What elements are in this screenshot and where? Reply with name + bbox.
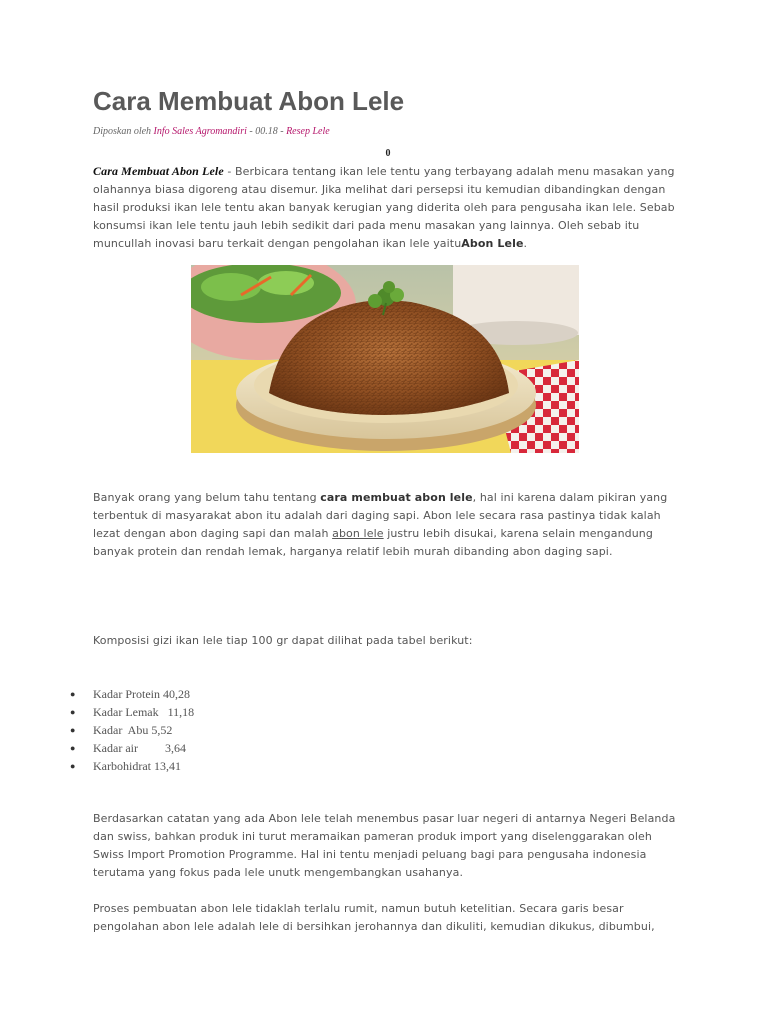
intro-text: - Berbicara tentang ikan lele tentu yang terbayang adalah menu masakan yang olahannya biasa digoreng atau disemur. Jika melihat dari persepsi itu kemudian dibandingkan dengan hasil produksi ikan lele tentu akan banyak kerugian yang diderita oleh para pengusaha ikan lele. Sebab konsumsi ikan lele tentu jauh lebih sedikit dari pada menu masakan yang lainnya. Oleh sebab itu muncullah inovasi baru terkait dengan pengolahan ikan lele yaitu [93,165,675,250]
meta-separator: - [277,126,287,137]
para2-text: Banyak orang yang belum tahu tentang [93,491,321,504]
list-item [68,685,194,703]
list-item-text: Kadar air 3,64 [93,741,186,755]
post-meta [93,126,330,137]
list-item-text: Karbohidrat 13,41 [93,759,181,773]
post-title[interactable]: Cara Membuat Abon Lele [93,86,405,116]
abon-lele-photo [191,265,579,453]
list-item [68,721,194,739]
paragraph-5: Proses pembuatan abon lele tidaklah terlalu rumit, namun butuh ketelitian. Secara garis besar pengolahan abon lele adalah lele di bersihkan jerohannya dan dikuliti, kemudian dikukus, dibumbui, [93,902,655,933]
intro-end: . [523,237,528,250]
intro-lead: Cara Membuat Abon Lele [93,164,224,178]
comment-count[interactable]: 0 [385,148,391,159]
para2-text: , hal ini karena dalam pikiran yang terbentuk di masyarakat abon itu adalah dari daging sapi. Abon lele secara rasa pastinya tidak kalah lezat dengan abon daging sapi dan malah [93,491,668,540]
list-item-text: Kadar Abu 5,52 [93,723,173,737]
bullet-icon: ● [70,707,76,717]
paragraph-2 [93,489,683,561]
bullet-icon: ● [70,761,76,771]
list-item-text: Kadar Lemak 11,18 [93,705,195,719]
intro-paragraph [93,162,683,253]
bullet-icon: ● [70,743,76,753]
paragraph-3: Komposisi gizi ikan lele tiap 100 gr dapat dilihat pada tabel berikut: [93,634,473,647]
meta-prefix: Diposkan oleh [93,126,154,137]
bullet-icon: ● [70,725,76,735]
nutrition-list [68,685,194,775]
abon-lele-link[interactable]: abon lele [332,527,384,540]
list-item-text: Kadar Protein 40,28 [93,687,190,701]
label-link[interactable]: Resep Lele [286,126,330,137]
bullet-icon: ● [70,689,76,699]
list-item [68,703,194,721]
para2-bold: cara membuat abon lele [320,491,473,504]
para2-text: justru lebih disukai, karena selain mengandung banyak protein dan rendah lemak, harganya relatif lebih murah dibanding abon daging sapi. [93,527,653,558]
meta-separator: - [246,126,256,137]
intro-bold: Abon Lele [461,237,524,250]
list-item [68,739,194,757]
post-time: 00.18 [255,126,278,137]
author-link[interactable]: Info Sales Agromandiri [153,126,247,137]
paragraph-4: Berdasarkan catatan yang ada Abon lele telah menembus pasar luar negeri di antarnya Negeri Belanda dan swiss, bahkan produk ini turut meramaikan pameran produk import yang diselenggarakan oleh Swiss Import Promotion Programme. Hal ini tentu menjadi peluang bagi para pengusaha indonesia terutama yang fokus pada lele unutk mengembangkan usahanya. [93,812,676,879]
list-item [68,757,194,775]
